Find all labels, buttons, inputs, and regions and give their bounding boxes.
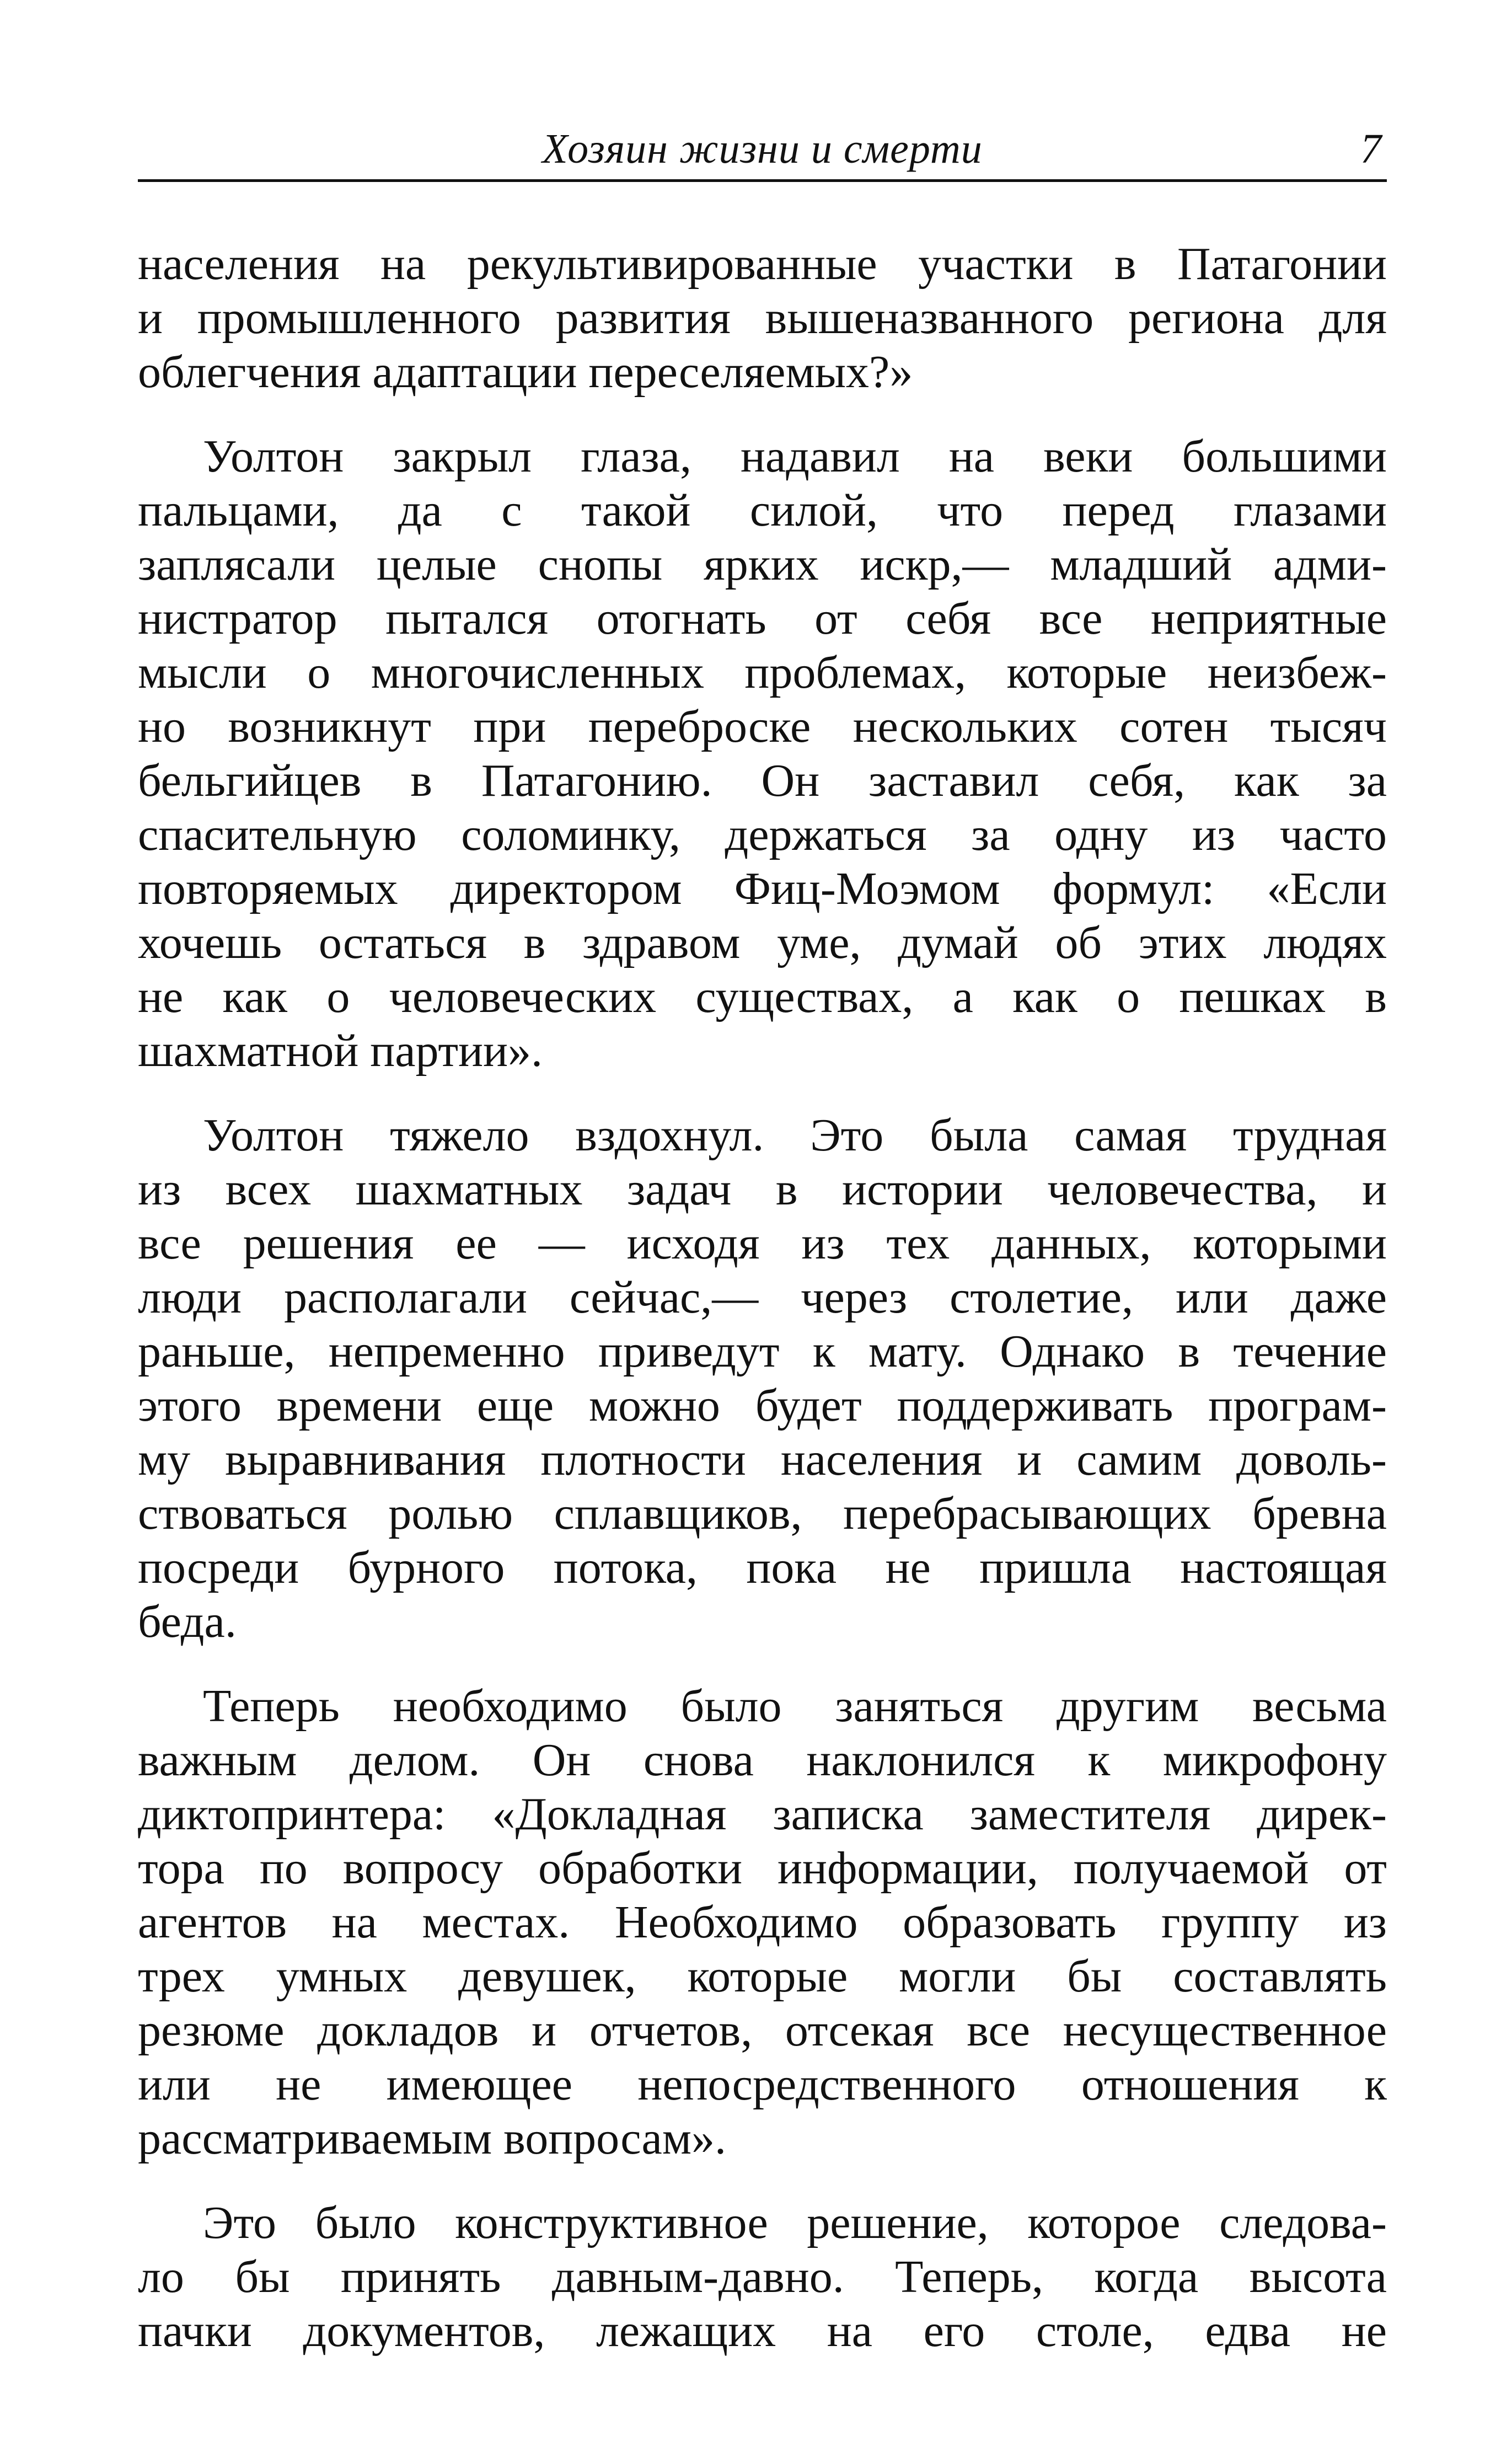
text-line: из всех шахматных задач в истории человечества, и xyxy=(138,1164,1387,1215)
text-line: Уолтон закрыл глаза, надавил на веки большими xyxy=(203,431,1387,482)
text-line: Это было конструктивное решение, которое следова- xyxy=(203,2197,1387,2248)
running-header xyxy=(138,119,1387,182)
text-line: агентов на местах. Необходимо образовать группу из xyxy=(138,1897,1387,1948)
text-line: или не имеющее непосредственного отношения к xyxy=(138,2059,1387,2110)
text-line: ствоваться ролью сплавщиков, перебрасывающих бревна xyxy=(138,1488,1387,1539)
text-line: пачки документов, лежащих на его столе, едва не xyxy=(138,2305,1387,2357)
text-line: диктопринтера: «Докладная записка заместителя дирек- xyxy=(138,1788,1387,1840)
text-line: посреди бурного потока, пока не пришла настоящая xyxy=(138,1542,1387,1593)
text-line: не как о человеческих существах, а как о пешках в xyxy=(138,971,1387,1022)
text-line: этого времени еще можно будет поддерживать програм- xyxy=(138,1380,1387,1431)
text-line: хочешь остаться в здравом уме, думай об этих людях xyxy=(138,917,1387,968)
text-line: му выравнивания плотности населения и самим доволь- xyxy=(138,1434,1387,1485)
text-line: пальцами, да с такой силой, что перед глазами xyxy=(138,485,1387,536)
text-line: резюме докладов и отчетов, отсекая все несущественное xyxy=(138,2005,1387,2056)
paragraph xyxy=(138,1679,1387,2166)
text-line: ло бы принять давным-давно. Теперь, когда высота xyxy=(138,2251,1387,2302)
text-line: трех умных девушек, которые могли бы составлять xyxy=(138,1951,1387,2002)
paragraph xyxy=(138,2196,1387,2358)
text-line: бельгийцев в Патагонию. Он заставил себя, как за xyxy=(138,755,1387,806)
text-line: рассматриваемым вопросам». xyxy=(138,2113,726,2164)
text-line: облегчения адаптации переселяемых?» xyxy=(138,346,913,398)
text-line: повторяемых директором Фиц-Моэмом формул: «Если xyxy=(138,863,1387,914)
text-line: населения на рекультивированные участки в Патагонии xyxy=(138,238,1387,290)
text-line: спасительную соломинку, держаться за одну из часто xyxy=(138,809,1387,860)
text-line: Теперь необходимо было заняться другим весьма xyxy=(203,1680,1387,1732)
page-number: 7 xyxy=(1360,126,1381,172)
text-line: и промышленного развития вышеназванного региона для xyxy=(138,292,1387,344)
text-line: важным делом. Он снова наклонился к микрофону xyxy=(138,1734,1387,1786)
running-title: Хозяин жизни и смерти xyxy=(542,126,983,172)
text-line: все решения ее — исходя из тех данных, которыми xyxy=(138,1218,1387,1269)
paragraph xyxy=(138,237,1387,399)
text-line: Уолтон тяжело вздохнул. Это была самая трудная xyxy=(203,1110,1387,1161)
text-line: раньше, непременно приведут к мату. Однако в течение xyxy=(138,1326,1387,1377)
body-text xyxy=(138,237,1387,2389)
text-line: люди располагали сейчас,— через столетие, или даже xyxy=(138,1272,1387,1323)
text-line: но возникнут при переброске нескольких сотен тысяч xyxy=(138,701,1387,752)
text-line: тора по вопросу обработки информации, получаемой от xyxy=(138,1843,1387,1894)
paragraph xyxy=(138,430,1387,1078)
text-line: нистратор пытался отогнать от себя все неприятные xyxy=(138,593,1387,644)
text-line: заплясали целые снопы ярких искр,— младший адми- xyxy=(138,539,1387,590)
paragraph xyxy=(138,1108,1387,1649)
text-line: шахматной партии». xyxy=(138,1025,543,1077)
text-line: мысли о многочисленных проблемах, которые неизбеж- xyxy=(138,647,1387,698)
text-line: беда. xyxy=(138,1596,237,1647)
